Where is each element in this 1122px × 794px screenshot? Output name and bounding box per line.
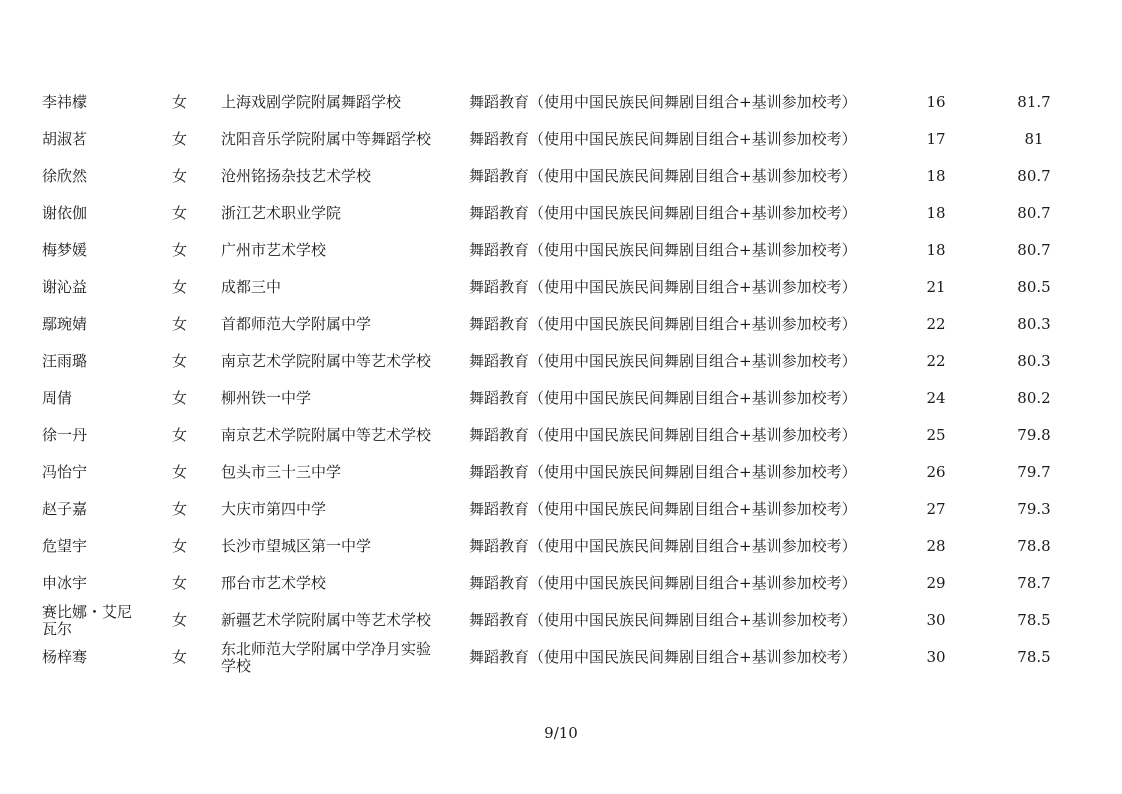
student-name: 杨梓骞 bbox=[42, 648, 88, 666]
student-rank: 28 bbox=[926, 537, 946, 555]
table-row bbox=[0, 84, 1122, 121]
student-name: 李祎檬 bbox=[42, 93, 88, 111]
student-name: 申冰宇 bbox=[42, 574, 88, 592]
table-row bbox=[0, 454, 1122, 491]
student-rank: 18 bbox=[926, 204, 946, 222]
student-gender: 女 bbox=[172, 352, 188, 370]
student-rank: 16 bbox=[926, 93, 946, 111]
student-gender: 女 bbox=[172, 278, 188, 296]
student-score: 80.7 bbox=[1017, 241, 1051, 259]
exam-major: 舞蹈教育（使用中国民族民间舞剧目组合+基训参加校考） bbox=[469, 167, 857, 185]
table-row bbox=[0, 602, 1122, 639]
student-gender: 女 bbox=[172, 648, 188, 666]
exam-major: 舞蹈教育（使用中国民族民间舞剧目组合+基训参加校考） bbox=[469, 537, 857, 555]
student-school: 沧州铭扬杂技艺术学校 bbox=[221, 167, 372, 185]
student-rank: 17 bbox=[926, 130, 946, 148]
student-score: 80.7 bbox=[1017, 204, 1051, 222]
student-school: 东北师范大学附属中学净月实验 学校 bbox=[221, 639, 432, 675]
exam-major: 舞蹈教育（使用中国民族民间舞剧目组合+基训参加校考） bbox=[469, 241, 857, 259]
exam-major: 舞蹈教育（使用中国民族民间舞剧目组合+基训参加校考） bbox=[469, 500, 857, 518]
table-row bbox=[0, 528, 1122, 565]
student-gender: 女 bbox=[172, 315, 188, 333]
student-name: 徐欣然 bbox=[42, 167, 88, 185]
student-score: 78.8 bbox=[1017, 537, 1051, 555]
table-row bbox=[0, 417, 1122, 454]
student-gender: 女 bbox=[172, 167, 188, 185]
table-row bbox=[0, 491, 1122, 528]
student-score: 79.8 bbox=[1017, 426, 1051, 444]
exam-major: 舞蹈教育（使用中国民族民间舞剧目组合+基训参加校考） bbox=[469, 315, 857, 333]
student-name: 胡淑茗 bbox=[42, 130, 88, 148]
student-school: 大庆市第四中学 bbox=[221, 500, 327, 518]
student-name: 鄢琬婧 bbox=[42, 315, 88, 333]
student-score: 80.5 bbox=[1017, 278, 1051, 296]
student-rank: 24 bbox=[926, 389, 946, 407]
exam-major: 舞蹈教育（使用中国民族民间舞剧目组合+基训参加校考） bbox=[469, 574, 857, 592]
results-table bbox=[0, 84, 1122, 676]
student-school: 包头市三十三中学 bbox=[221, 463, 342, 481]
student-rank: 22 bbox=[926, 352, 946, 370]
student-school: 柳州铁一中学 bbox=[221, 389, 312, 407]
student-score: 80.3 bbox=[1017, 315, 1051, 333]
exam-major: 舞蹈教育（使用中国民族民间舞剧目组合+基训参加校考） bbox=[469, 463, 857, 481]
student-gender: 女 bbox=[172, 241, 188, 259]
student-gender: 女 bbox=[172, 389, 188, 407]
student-gender: 女 bbox=[172, 574, 188, 592]
exam-major: 舞蹈教育（使用中国民族民间舞剧目组合+基训参加校考） bbox=[469, 352, 857, 370]
student-name: 危望宇 bbox=[42, 537, 88, 555]
table-row bbox=[0, 158, 1122, 195]
student-gender: 女 bbox=[172, 537, 188, 555]
student-school: 新疆艺术学院附属中等艺术学校 bbox=[221, 611, 432, 629]
student-school: 长沙市望城区第一中学 bbox=[221, 537, 372, 555]
exam-major: 舞蹈教育（使用中国民族民间舞剧目组合+基训参加校考） bbox=[469, 278, 857, 296]
exam-major: 舞蹈教育（使用中国民族民间舞剧目组合+基训参加校考） bbox=[469, 389, 857, 407]
student-score: 81 bbox=[1024, 130, 1044, 148]
student-score: 78.5 bbox=[1017, 648, 1051, 666]
student-gender: 女 bbox=[172, 463, 188, 481]
student-name: 谢沁益 bbox=[42, 278, 88, 296]
exam-major: 舞蹈教育（使用中国民族民间舞剧目组合+基训参加校考） bbox=[469, 93, 857, 111]
table-row bbox=[0, 343, 1122, 380]
student-school: 广州市艺术学校 bbox=[221, 241, 327, 259]
student-score: 78.5 bbox=[1017, 611, 1051, 629]
table-row bbox=[0, 565, 1122, 602]
student-score: 80.3 bbox=[1017, 352, 1051, 370]
student-gender: 女 bbox=[172, 611, 188, 629]
exam-major: 舞蹈教育（使用中国民族民间舞剧目组合+基训参加校考） bbox=[469, 204, 857, 222]
student-rank: 26 bbox=[926, 463, 946, 481]
exam-major: 舞蹈教育（使用中国民族民间舞剧目组合+基训参加校考） bbox=[469, 130, 857, 148]
student-name: 赵子嘉 bbox=[42, 500, 88, 518]
student-score: 80.2 bbox=[1017, 389, 1051, 407]
student-rank: 30 bbox=[926, 648, 946, 666]
student-name: 徐一丹 bbox=[42, 426, 88, 444]
student-name: 汪雨璐 bbox=[42, 352, 88, 370]
student-gender: 女 bbox=[172, 426, 188, 444]
student-name: 谢依伽 bbox=[42, 204, 88, 222]
student-gender: 女 bbox=[172, 93, 188, 111]
exam-major: 舞蹈教育（使用中国民族民间舞剧目组合+基训参加校考） bbox=[469, 648, 857, 666]
student-name: 赛比娜・艾尼 瓦尔 bbox=[42, 602, 133, 638]
student-school: 沈阳音乐学院附属中等舞蹈学校 bbox=[221, 130, 432, 148]
table-row bbox=[0, 380, 1122, 417]
student-school: 首都师范大学附属中学 bbox=[221, 315, 372, 333]
student-gender: 女 bbox=[172, 204, 188, 222]
student-rank: 21 bbox=[926, 278, 946, 296]
student-rank: 25 bbox=[926, 426, 946, 444]
student-rank: 22 bbox=[926, 315, 946, 333]
student-score: 79.3 bbox=[1017, 500, 1051, 518]
student-school: 南京艺术学院附属中等艺术学校 bbox=[221, 352, 432, 370]
table-row bbox=[0, 195, 1122, 232]
student-score: 78.7 bbox=[1017, 574, 1051, 592]
table-row bbox=[0, 121, 1122, 158]
exam-major: 舞蹈教育（使用中国民族民间舞剧目组合+基训参加校考） bbox=[469, 426, 857, 444]
student-rank: 29 bbox=[926, 574, 946, 592]
table-row bbox=[0, 269, 1122, 306]
student-school: 成都三中 bbox=[221, 278, 282, 296]
table-row bbox=[0, 306, 1122, 343]
student-name: 梅梦媛 bbox=[42, 241, 88, 259]
student-rank: 30 bbox=[926, 611, 946, 629]
table-row bbox=[0, 232, 1122, 269]
student-score: 81.7 bbox=[1017, 93, 1051, 111]
exam-major: 舞蹈教育（使用中国民族民间舞剧目组合+基训参加校考） bbox=[469, 611, 857, 629]
table-row bbox=[0, 639, 1122, 676]
student-name: 冯怡宁 bbox=[42, 463, 88, 481]
student-gender: 女 bbox=[172, 500, 188, 518]
student-rank: 18 bbox=[926, 167, 946, 185]
page-number: 9/10 bbox=[544, 724, 578, 742]
student-school: 浙江艺术职业学院 bbox=[221, 204, 342, 222]
student-rank: 27 bbox=[926, 500, 946, 518]
student-school: 南京艺术学院附属中等艺术学校 bbox=[221, 426, 432, 444]
student-school: 邢台市艺术学校 bbox=[221, 574, 327, 592]
student-name: 周倩 bbox=[42, 389, 73, 407]
student-gender: 女 bbox=[172, 130, 188, 148]
student-score: 80.7 bbox=[1017, 167, 1051, 185]
student-rank: 18 bbox=[926, 241, 946, 259]
student-score: 79.7 bbox=[1017, 463, 1051, 481]
student-school: 上海戏剧学院附属舞蹈学校 bbox=[221, 93, 402, 111]
